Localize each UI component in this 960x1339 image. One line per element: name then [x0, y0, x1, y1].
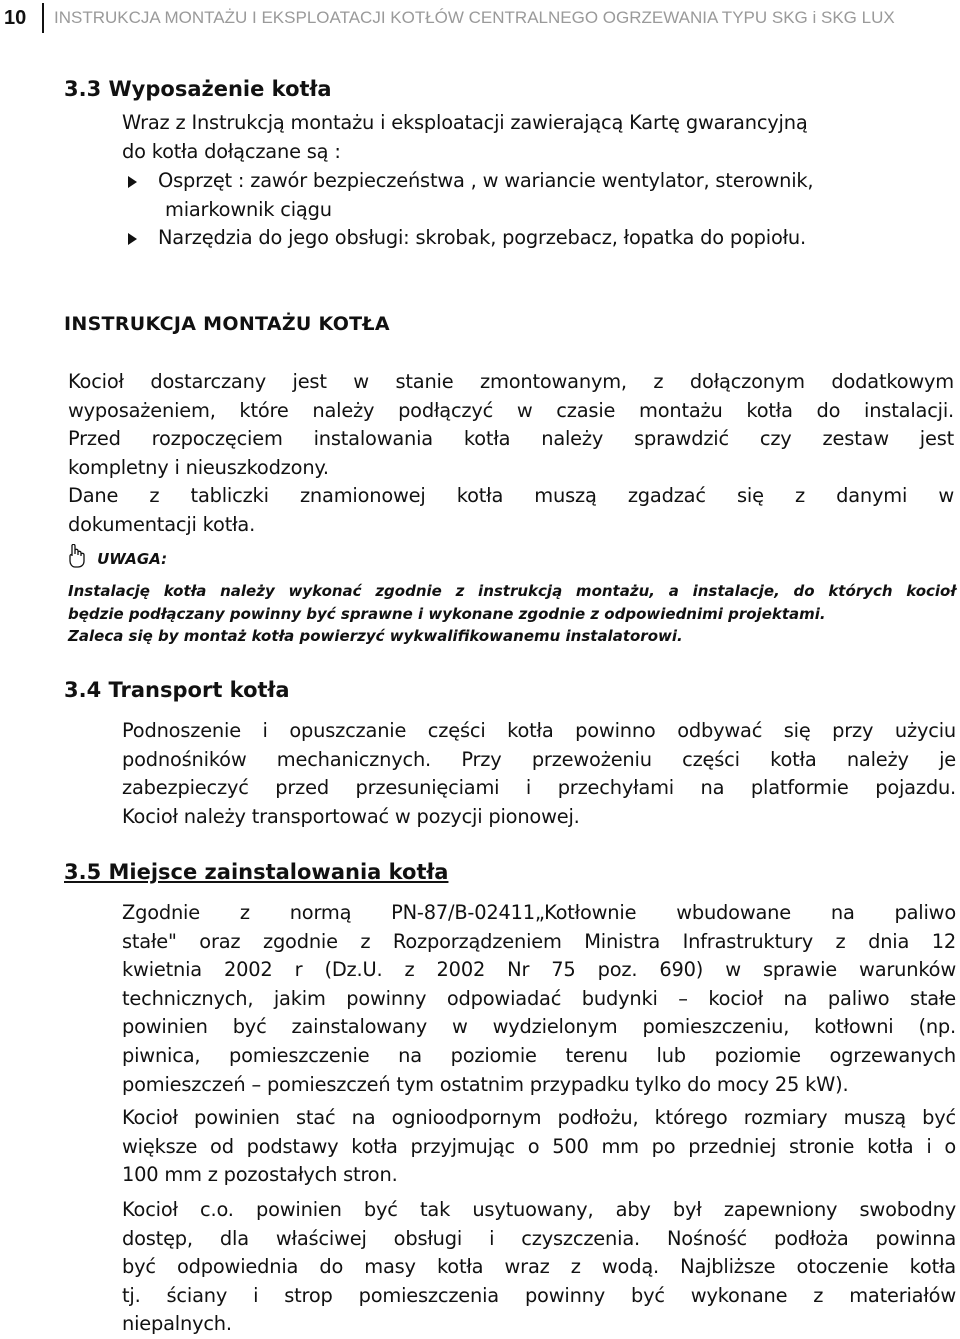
text-line: podnośników mechanicznych. Przy przewożeniu części kotła należy je — [122, 747, 956, 771]
text-line: tj. ściany i strop pomieszczenia powinny być wykonane z materiałów — [122, 1283, 956, 1307]
section-3-5-para3 — [122, 1196, 956, 1339]
section-3-3-bullets — [122, 167, 942, 253]
section-3-3-intro — [122, 109, 922, 166]
section-3-4-title: 3.4 Transport kotła — [64, 678, 290, 702]
bullet-text: Osprzęt : zawór bezpieczeństwa , w wariancie wentylator, sterownik, — [158, 169, 814, 192]
arrow-bullet-icon — [128, 233, 137, 245]
text-line: niepalnych. — [122, 1312, 232, 1336]
page-header — [0, 0, 960, 36]
text-line: Podnoszenie i opuszczanie części kotła powinno odbywać się przy użyciu — [122, 719, 956, 742]
text-line: piwnica, pomieszczenie na poziomie terenu lub poziomie ogrzewanych — [122, 1043, 956, 1067]
text-line: zabezpieczyć przed przesunięciami i przechyłami na platformie pojazdu. — [122, 776, 956, 800]
text-line: Dane z tabliczki znamionowej kotła muszą zgadzać się z danymi w — [68, 484, 954, 508]
text-line: wyposażeniem, które należy podłączyć w czasie montażu kotła do instalacji. — [68, 398, 954, 422]
warning-heading — [68, 544, 167, 571]
text-line: technicznych, jakim powinny odpowiadać budynki – kocioł na paliwo stałe — [122, 986, 956, 1010]
section-3-3-title: 3.3 Wyposażenie kotła — [64, 77, 332, 101]
arrow-bullet-icon — [128, 176, 137, 188]
text-line: stałe" oraz zgodnie z Rozporządzeniem Ministra Infrastruktury z dnia 12 — [122, 929, 956, 953]
montaz-title: INSTRUKCJA MONTAŻU KOTŁA — [64, 313, 390, 335]
warning-label: UWAGA: — [97, 550, 168, 568]
bullet-text: miarkownik ciągu — [165, 197, 332, 221]
pointing-hand-icon — [68, 544, 90, 568]
text-line: Przed rozpoczęciem instalowania kotła należy sprawdzić czy zestaw jest — [68, 427, 954, 451]
text-line: Kocioł powinien stać na ognioodpornym podłożu, którego rozmiary muszą być — [122, 1106, 956, 1129]
intro-line: Wraz z Instrukcją montażu i eksploatacji zawierającą Kartę gwarancyjną — [122, 111, 808, 134]
text-line: być odpowiednia do masy kotła wraz z wodą. Najbliższe otoczenie kotła — [122, 1255, 956, 1279]
section-3-5-para1 — [122, 899, 956, 1099]
header-divider — [42, 3, 44, 33]
section-3-5-title: 3.5 Miejsce zainstalowania kotła — [64, 860, 449, 884]
montaz-text — [68, 368, 954, 540]
warning-line: Instalację kotła należy wykonać zgodnie z instrukcją montażu, a instalacje, do których kocioł — [68, 582, 956, 600]
text-line: kwietnia 2002 r (Dz.U. z 2002 Nr 75 poz. 690) w sprawie warunków — [122, 958, 956, 982]
text-line: dokumentacji kotła. — [68, 512, 256, 536]
page-number: 10 — [4, 6, 27, 29]
text-line: kompletny i nieuszkodzony. — [68, 455, 329, 479]
text-line: pomieszczeń – pomieszczeń tym ostatnim przypadku tylko do mocy 25 kW). — [122, 1072, 849, 1096]
warning-text — [68, 580, 956, 648]
text-line: Zgodnie z normą PN-87/B-02411„Kotłownie wbudowane na paliwo — [122, 901, 956, 924]
warning-line: będzie podłączany powinny być sprawne i wykonane zgodnie z odpowiednimi projektami. — [68, 604, 826, 623]
text-line: Kocioł dostarczany jest w stanie zmontowanym, z dołączonym dodatkowym — [68, 370, 954, 393]
intro-line: do kotła dołączane są : — [122, 139, 341, 163]
bullet-text: Narzędzia do jego obsługi: skrobak, pogrzebacz, łopatka do popiołu. — [158, 226, 806, 250]
text-line: większe od podstawy kotła przyjmując o 500 mm po przedniej stronie kotła i o — [122, 1134, 956, 1158]
text-line: Kocioł c.o. powinien być tak usytuowany, aby był zapewniony swobodny — [122, 1198, 956, 1221]
header-title: INSTRUKCJA MONTAŻU I EKSPLOATACJI KOTŁÓW CENTRALNEGO OGRZEWANIA TYPU SKG i SKG LUX — [54, 8, 895, 27]
list-item — [122, 167, 942, 224]
text-line: Kocioł należy transportować w pozycji pionowej. — [122, 804, 580, 828]
warning-line: Zaleca się by montaż kotła powierzyć wykwalifikowanemu instalatorowi. — [68, 627, 683, 645]
section-3-5-para2 — [122, 1104, 956, 1190]
section-3-4-text — [122, 717, 956, 831]
list-item — [122, 224, 942, 253]
text-line: 100 mm z pozostałych stron. — [122, 1163, 398, 1187]
text-line: dostęp, dla właściwej obsługi i czyszczenia. Nośność podłoża powinna — [122, 1226, 956, 1250]
text-line: powinien być zainstalowany w wydzielonym pomieszczeniu, kotłowni (np. — [122, 1015, 956, 1039]
